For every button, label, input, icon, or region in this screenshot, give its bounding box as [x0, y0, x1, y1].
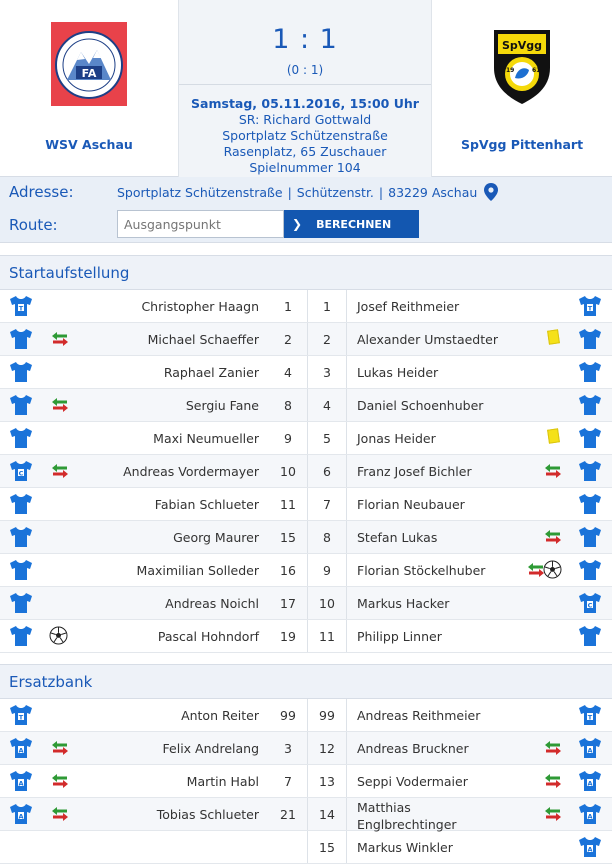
away-player-name[interactable]: Andreas Bruckner	[357, 741, 469, 756]
away-team-logo	[484, 22, 560, 106]
home-team[interactable]	[0, 0, 178, 177]
svg-text:T: T	[587, 713, 593, 722]
home-player-name[interactable]: Michael Schaeffer	[147, 332, 259, 347]
jersey-icon	[578, 295, 602, 317]
home-player-number: 17	[280, 596, 296, 611]
column-divider	[346, 422, 347, 454]
home-player-name[interactable]: Maximilian Solleder	[136, 563, 259, 578]
substitution-icon	[544, 807, 562, 821]
away-player-number: 99	[319, 708, 335, 723]
route-start-input[interactable]	[117, 210, 284, 238]
lineup-section	[0, 255, 612, 653]
away-team[interactable]	[432, 0, 612, 177]
away-player-name[interactable]: Markus Winkler	[357, 840, 453, 855]
match-info	[178, 0, 432, 177]
column-divider	[346, 521, 347, 553]
home-player-number: 10	[280, 464, 296, 479]
home-player-number: 4	[284, 365, 292, 380]
home-player-number: 3	[284, 741, 292, 756]
substitution-icon	[51, 774, 69, 788]
address-panel	[0, 177, 612, 243]
jersey-icon	[9, 592, 33, 614]
referee: SR: Richard Gottwald	[238, 112, 372, 127]
player-row	[0, 732, 612, 765]
player-row	[0, 831, 612, 864]
divider	[179, 84, 431, 85]
jersey-icon	[578, 559, 602, 581]
svg-text:C: C	[18, 469, 24, 478]
home-player-number: 8	[284, 398, 292, 413]
home-player-number: 7	[284, 774, 292, 789]
jersey-icon	[578, 770, 602, 792]
jersey-icon	[9, 328, 33, 350]
home-player-name[interactable]: Pascal Hohndorf	[157, 629, 259, 644]
svg-text:T: T	[18, 713, 24, 722]
home-player-name[interactable]: Martin Habl	[186, 774, 259, 789]
column-divider	[346, 554, 347, 586]
away-player-number: 7	[323, 497, 331, 512]
substitution-icon	[544, 741, 562, 755]
away-player-name-line1: Matthias	[357, 800, 411, 815]
player-row	[0, 587, 612, 620]
away-player-number: 1	[323, 299, 331, 314]
map-pin-icon[interactable]	[484, 183, 498, 201]
column-divider	[346, 732, 347, 764]
goal-ball-icon	[49, 626, 68, 645]
svg-text:A: A	[587, 812, 593, 821]
svg-text:C: C	[587, 601, 593, 610]
svg-text:A: A	[587, 845, 593, 854]
address-separator: |	[378, 185, 384, 200]
jersey-icon	[578, 526, 602, 548]
away-player-name[interactable]: Markus Hacker	[357, 596, 450, 611]
column-divider	[346, 290, 347, 322]
chevron-right-icon: ❯	[292, 217, 303, 231]
away-player-name[interactable]: Florian Stöckelhuber	[357, 563, 486, 578]
away-player-name[interactable]: Seppi Vodermaier	[357, 774, 468, 789]
away-player-number: 4	[323, 398, 331, 413]
venue[interactable]: Sportplatz Schützenstraße	[222, 128, 388, 143]
player-row	[0, 356, 612, 389]
home-team-name[interactable]: WSV Aschau	[45, 137, 133, 152]
away-player-number: 8	[323, 530, 331, 545]
jersey-icon	[578, 836, 602, 858]
pitch-attendance: Rasenplatz, 65 Zuschauer	[223, 144, 387, 159]
home-team-logo	[51, 22, 127, 106]
match-date: Samstag, 05.11.2016, 15:00 Uhr	[191, 96, 419, 111]
column-divider	[346, 323, 347, 355]
away-team-name[interactable]: SpVgg Pittenhart	[460, 137, 584, 152]
player-row	[0, 455, 612, 488]
calculate-route-button[interactable]	[284, 210, 419, 238]
game-number: Spielnummer 104	[249, 160, 361, 175]
goal-ball-icon	[543, 560, 562, 579]
away-player-name[interactable]: Josef Reithmeier	[357, 299, 460, 314]
column-divider	[346, 798, 347, 830]
substitution-icon	[51, 741, 69, 755]
jersey-icon	[9, 427, 33, 449]
home-player-name[interactable]: Georg Maurer	[173, 530, 259, 545]
away-player-number: 5	[323, 431, 331, 446]
home-player-number: 11	[280, 497, 296, 512]
jersey-icon	[9, 295, 33, 317]
jersey-icon	[578, 737, 602, 759]
away-player-name[interactable]: Andreas Reithmeier	[357, 708, 481, 723]
player-row	[0, 290, 612, 323]
player-row	[0, 765, 612, 798]
home-player-name[interactable]: Sergiu Fane	[185, 398, 259, 413]
jersey-icon	[578, 704, 602, 726]
home-player-number: 99	[280, 708, 296, 723]
bench-section	[0, 664, 612, 864]
home-player-number: 1	[284, 299, 292, 314]
halftime-score: (0 : 1)	[286, 63, 324, 77]
substitution-icon	[544, 774, 562, 788]
jersey-icon	[578, 803, 602, 825]
column-divider	[346, 356, 347, 388]
column-divider	[346, 389, 347, 421]
jersey-icon	[9, 625, 33, 647]
substitution-icon	[51, 464, 69, 478]
jersey-icon	[578, 625, 602, 647]
away-player-number: 2	[323, 332, 331, 347]
jersey-icon	[9, 704, 33, 726]
away-player-name[interactable]: Alexander Umstaedter	[357, 332, 498, 347]
away-player-number: 3	[323, 365, 331, 380]
home-player-number: 2	[284, 332, 292, 347]
lineup-table	[0, 290, 612, 653]
substitution-icon	[51, 398, 69, 412]
away-player-number: 15	[319, 840, 335, 855]
substitution-icon	[51, 807, 69, 821]
home-player-name[interactable]: Maxi Neumueller	[153, 431, 259, 446]
jersey-icon	[578, 592, 602, 614]
away-player-number: 10	[319, 596, 335, 611]
home-player-number: 15	[280, 530, 296, 545]
address-venue: Sportplatz Schützenstraße	[117, 185, 283, 200]
away-player-name[interactable]: Lukas Heider	[357, 365, 439, 380]
jersey-icon	[578, 427, 602, 449]
away-player-number: 14	[319, 807, 335, 822]
svg-text:A: A	[18, 746, 24, 755]
jersey-icon	[578, 493, 602, 515]
jersey-icon	[9, 803, 33, 825]
address-label: Adresse:	[9, 183, 74, 201]
column-divider	[346, 455, 347, 487]
home-player-name[interactable]: Andreas Vordermayer	[123, 464, 259, 479]
away-player-number: 9	[323, 563, 331, 578]
column-divider	[346, 488, 347, 520]
away-player-name[interactable]: Jonas Heider	[357, 431, 436, 446]
svg-text:T: T	[18, 304, 24, 313]
svg-text:A: A	[18, 779, 24, 788]
home-player-number: 9	[284, 431, 292, 446]
svg-text:A: A	[587, 779, 593, 788]
player-row	[0, 798, 612, 831]
jersey-icon	[578, 460, 602, 482]
jersey-icon	[578, 328, 602, 350]
player-row	[0, 422, 612, 455]
column-divider	[346, 587, 347, 619]
home-player-name[interactable]: Anton Reiter	[181, 708, 259, 723]
jersey-icon	[9, 460, 33, 482]
yellow-card-icon	[547, 428, 560, 443]
svg-text:19: 19	[506, 67, 515, 74]
svg-text:A: A	[18, 812, 24, 821]
jersey-icon	[9, 770, 33, 792]
away-player-name[interactable]: Philipp Linner	[357, 629, 442, 644]
home-player-name[interactable]: Andreas Noichl	[165, 596, 259, 611]
lineup-title: Startaufstellung	[0, 255, 612, 290]
jersey-icon	[9, 361, 33, 383]
home-player-number: 19	[280, 629, 296, 644]
bench-table	[0, 699, 612, 864]
svg-text:SpVgg: SpVgg	[501, 39, 543, 52]
away-player-number: 12	[319, 741, 335, 756]
jersey-icon	[9, 493, 33, 515]
svg-text:T: T	[587, 304, 593, 313]
away-player-name[interactable]: Daniel Schoenhuber	[357, 398, 484, 413]
address-street: Schützenstr.	[296, 185, 374, 200]
address-separator: |	[287, 185, 292, 200]
player-row	[0, 699, 612, 732]
player-row	[0, 488, 612, 521]
player-row	[0, 323, 612, 356]
address-city: 83229 Aschau	[388, 185, 478, 200]
substitution-icon	[544, 464, 562, 478]
final-score: 1 : 1	[272, 24, 338, 55]
svg-text:FA: FA	[81, 67, 97, 80]
away-player-name[interactable]: Florian Neubauer	[357, 497, 465, 512]
jersey-icon	[9, 559, 33, 581]
svg-text:A: A	[587, 746, 593, 755]
jersey-icon	[9, 526, 33, 548]
substitution-icon	[51, 332, 69, 346]
column-divider	[346, 699, 347, 731]
calculate-button-label: BERECHNEN	[316, 218, 392, 231]
home-player-name[interactable]: Christopher Haagn	[141, 299, 259, 314]
column-divider	[346, 765, 347, 797]
away-player-name[interactable]: Franz Josef Bichler	[357, 464, 472, 479]
match-header	[0, 0, 612, 177]
substitution-icon	[544, 530, 562, 544]
home-player-name[interactable]: Tobias Schlueter	[156, 807, 259, 822]
home-player-number: 21	[280, 807, 296, 822]
home-player-number: 16	[280, 563, 296, 578]
jersey-icon	[9, 737, 33, 759]
player-row	[0, 554, 612, 587]
home-player-name[interactable]: Felix Andrelang	[162, 741, 259, 756]
column-divider	[346, 620, 347, 652]
player-row	[0, 521, 612, 554]
away-player-name[interactable]: Stefan Lukas	[357, 530, 438, 545]
home-player-name[interactable]: Raphael Zanier	[163, 365, 259, 380]
jersey-icon	[578, 361, 602, 383]
away-player-name[interactable]	[357, 799, 457, 833]
address-text	[117, 185, 477, 200]
svg-text:61: 61	[532, 67, 541, 74]
away-player-number: 6	[323, 464, 331, 479]
away-player-name-line2: Englbrechtinger	[357, 817, 457, 832]
player-row	[0, 620, 612, 653]
bench-title: Ersatzbank	[0, 664, 612, 699]
player-row	[0, 389, 612, 422]
away-player-number: 13	[319, 774, 335, 789]
column-divider	[346, 831, 347, 863]
home-player-name[interactable]: Fabian Schlueter	[154, 497, 259, 512]
route-label: Route:	[9, 216, 58, 234]
yellow-card-icon	[547, 329, 560, 344]
away-player-number: 11	[319, 629, 335, 644]
jersey-icon	[578, 394, 602, 416]
jersey-icon	[9, 394, 33, 416]
